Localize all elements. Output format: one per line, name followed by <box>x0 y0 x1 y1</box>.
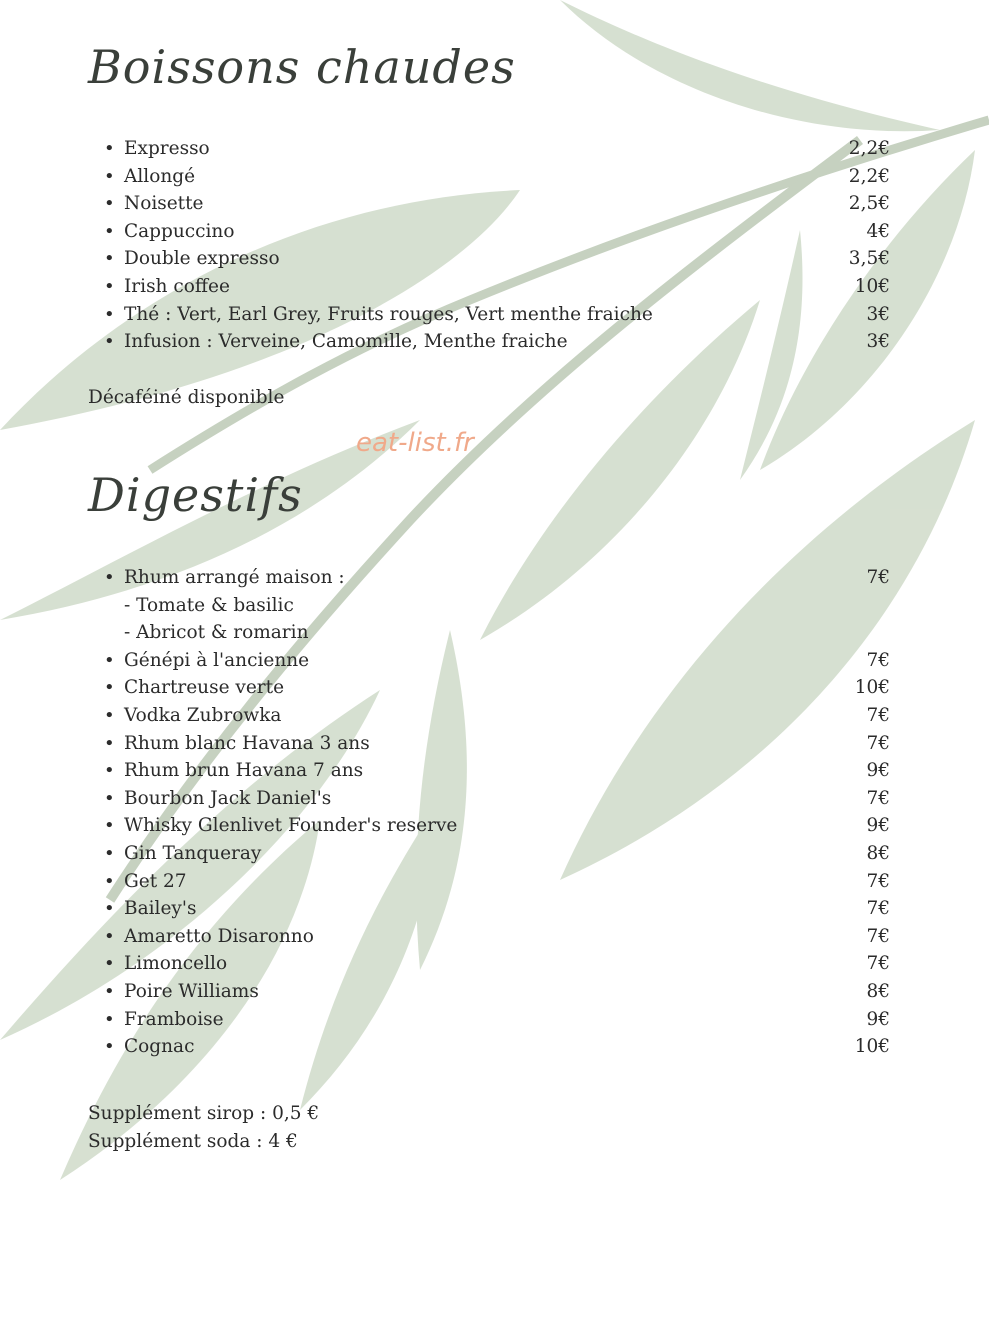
list-item <box>104 757 890 785</box>
list-item <box>104 702 890 730</box>
decaf-note: Décaféiné disponible <box>88 387 285 408</box>
supplement-syrup: Supplément sirop : 0,5 € <box>88 1103 320 1124</box>
item-name: • Bailey's <box>124 898 197 920</box>
list-item <box>104 245 890 273</box>
item-name: • Framboise <box>124 1008 224 1030</box>
item-price: 2,2€ <box>848 138 890 159</box>
item-name: • Allongé <box>124 165 196 187</box>
item-price: 10€ <box>854 275 890 297</box>
list-item <box>104 840 890 868</box>
list-item <box>104 950 890 978</box>
item-name: • Rhum blanc Havana 3 ans <box>124 732 370 754</box>
item-name: • Limoncello <box>124 953 228 975</box>
list-item <box>104 895 890 923</box>
item-price: 7€ <box>866 787 890 809</box>
item-price: 7€ <box>866 649 890 671</box>
list-item <box>104 163 890 191</box>
item-name: • Cappuccino <box>124 220 235 242</box>
list-item <box>104 868 890 896</box>
list-item <box>104 273 890 301</box>
item-price: 7€ <box>866 704 890 726</box>
item-name: • Amaretto Disaronno <box>124 925 314 947</box>
item-price: 4€ <box>866 220 890 242</box>
list-item <box>104 674 890 702</box>
item-price: 2,2€ <box>848 165 890 187</box>
item-price: 2,5€ <box>848 193 890 215</box>
list-item <box>104 190 890 218</box>
item-price: 3,5€ <box>848 248 890 270</box>
item-price: 7€ <box>866 567 890 588</box>
item-name: • Get 27 <box>124 870 187 892</box>
list-item <box>104 564 890 647</box>
item-variant: - Tomate & basilic <box>124 594 294 616</box>
item-name: • Gin Tanqueray <box>124 842 262 864</box>
item-name: • Whisky Glenlivet Founder's reserve <box>124 815 458 837</box>
item-variant: - Abricot & romarin <box>124 622 309 644</box>
item-name: • Chartreuse verte <box>124 677 285 699</box>
item-price: 3€ <box>866 331 890 353</box>
list-item <box>104 978 890 1006</box>
item-name: • Double expresso <box>124 248 280 270</box>
item-name: • Noisette <box>124 193 204 215</box>
item-price: 9€ <box>866 760 890 782</box>
item-name: • Expresso <box>124 138 210 159</box>
item-price: 9€ <box>866 1008 890 1030</box>
list-item <box>104 218 890 246</box>
item-name: • Bourbon Jack Daniel's <box>124 787 332 809</box>
watermark-text: eat-list.fr <box>356 428 474 458</box>
list-item <box>104 785 890 813</box>
item-name: • Cognac <box>124 1036 195 1058</box>
item-name: • Génépi à l'ancienne <box>124 649 310 671</box>
item-name: • Vodka Zubrowka <box>124 704 282 726</box>
list-item <box>104 647 890 675</box>
hot-drinks-list <box>104 135 890 356</box>
item-price: 8€ <box>866 842 890 864</box>
item-price: 7€ <box>866 898 890 920</box>
item-name: • Infusion : Verveine, Camomille, Menthe fraiche <box>124 331 568 353</box>
item-name: • Rhum arrangé maison : <box>124 567 345 588</box>
item-name: • Irish coffee <box>124 275 230 297</box>
item-price: 10€ <box>854 677 890 699</box>
list-item <box>104 923 890 951</box>
list-item <box>104 301 890 329</box>
list-item <box>104 812 890 840</box>
item-name: • Rhum brun Havana 7 ans <box>124 760 364 782</box>
item-price: 8€ <box>866 980 890 1002</box>
item-price: 3€ <box>866 303 890 325</box>
item-price: 7€ <box>866 732 890 754</box>
list-item <box>104 1006 890 1034</box>
list-item <box>104 1033 890 1061</box>
hot-drinks-title: Boissons chaudes <box>88 40 516 94</box>
item-price: 10€ <box>854 1036 890 1058</box>
item-price: 7€ <box>866 953 890 975</box>
digestifs-list <box>104 564 890 1061</box>
item-name: • Poire Williams <box>124 980 259 1002</box>
item-name: • Thé : Vert, Earl Grey, Fruits rouges, Vert menthe fraiche <box>124 303 653 325</box>
item-price: 9€ <box>866 815 890 837</box>
list-item <box>104 135 890 163</box>
item-name-group <box>124 564 345 647</box>
item-price: 7€ <box>866 870 890 892</box>
list-item <box>104 328 890 356</box>
digestifs-title: Digestifs <box>88 468 303 522</box>
item-price: 7€ <box>866 925 890 947</box>
list-item <box>104 730 890 758</box>
supplement-soda: Supplément soda : 4 € <box>88 1131 298 1152</box>
